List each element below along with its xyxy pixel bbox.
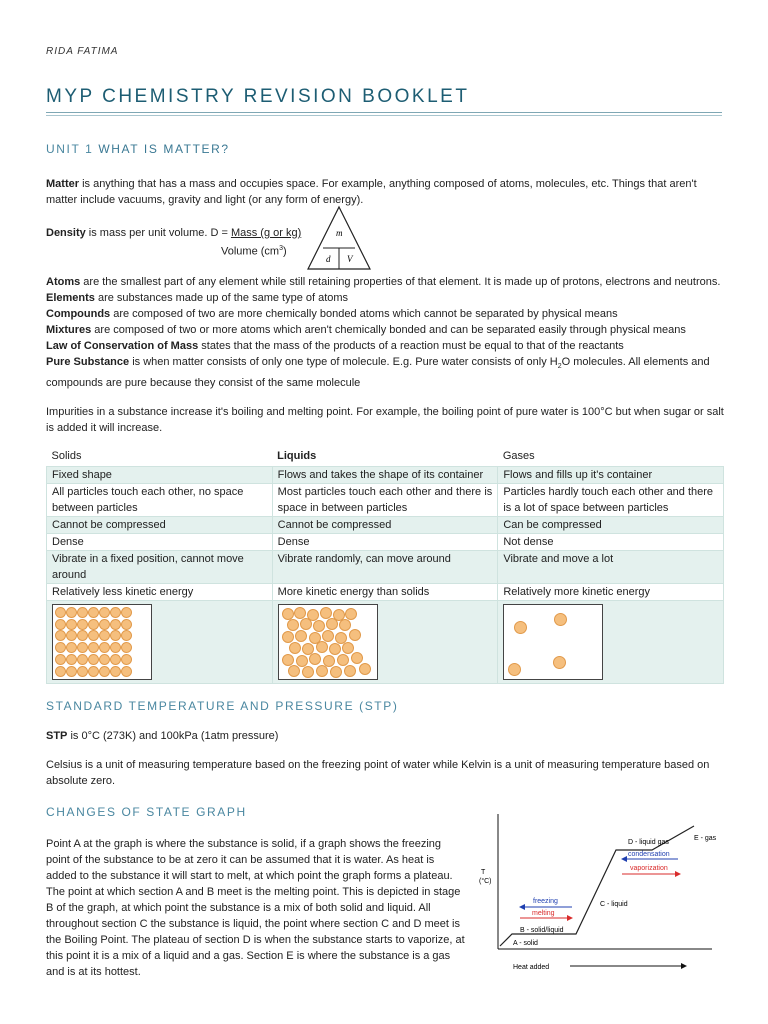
table-cell: Dense (47, 534, 273, 551)
particle (99, 642, 110, 653)
particle (99, 654, 110, 665)
definition-term: Atoms (46, 276, 81, 288)
table-cell: Cannot be compressed (47, 517, 273, 534)
matter-term: Matter (46, 178, 80, 190)
table-header-solids: Solids (47, 446, 273, 467)
stp-heading: STANDARD TEMPERATURE AND PRESSURE (STP) (46, 699, 399, 713)
particle (329, 643, 341, 655)
changes-paragraph: Point A at the graph is where the substance is solid, if a graph shows the freezing point of the substance to be at zero it can be assumed that it is water. As heat is added to the substance it will start to melt, at which point the graph forms a plateau. The point at which section A and B meet is the melting point. This is depicted in stage B of the graph, at which point the substance is a mix of both solid and liquid. All throughout section C the substance is liquid, the point where section C and D meet is the Boiling Point. The plateau of section D is when the substance starts to vaporize, at this point it is a mix of a liquid and a gas. Section E is where the substance is a gas and is at its hottest. (46, 838, 465, 978)
stp-text: is 0°C (273K) and 100kPa (1atm pressure) (67, 730, 279, 742)
particle (66, 654, 77, 665)
title-divider (46, 112, 722, 113)
y-label-unit: (°C) (479, 878, 492, 885)
density-triangle (306, 205, 372, 271)
particle (316, 665, 328, 677)
table-cell: All particles touch each other, no space between particles (47, 484, 273, 517)
table-row (47, 467, 724, 484)
particle (508, 663, 521, 676)
gas-particle-diagram (503, 604, 603, 680)
stp-definition (46, 728, 724, 744)
triangle-density: d (326, 254, 331, 264)
density-numerator: Mass (g or kg) (230, 227, 302, 239)
particle (88, 619, 99, 630)
particle (121, 630, 132, 641)
table-cell: Most particles touch each other and there is space in between particles (272, 484, 498, 517)
density-denominator-close: ) (282, 245, 287, 258)
particle (289, 642, 301, 654)
particle (77, 654, 88, 665)
states-table (46, 446, 724, 684)
particle (66, 642, 77, 653)
triangle-mass: m (336, 228, 343, 238)
table-cell: Fixed shape (47, 467, 273, 484)
particle (295, 630, 307, 642)
triangle-volume: V (347, 254, 353, 264)
particle (554, 613, 567, 626)
particle (339, 619, 351, 631)
liquid-particle-diagram (278, 604, 378, 680)
definition-conservation (46, 338, 724, 354)
particle (77, 666, 88, 677)
particle (344, 665, 356, 677)
particle (77, 630, 88, 641)
particle-cell-liquid (272, 601, 498, 684)
table-row (47, 551, 724, 584)
particle-cell-gas (498, 601, 724, 684)
particle (55, 666, 66, 677)
particle (88, 666, 99, 677)
particle (313, 620, 325, 632)
particle (330, 666, 342, 678)
particle (326, 618, 338, 630)
definition-text: states that the mass of the products of a reaction must be equal to that of the reactants (198, 340, 624, 352)
table-cell: Relatively less kinetic energy (47, 584, 273, 601)
definition-elements (46, 290, 724, 306)
page-title: MYP CHEMISTRY REVISION BOOKLET (46, 86, 470, 107)
particle (99, 630, 110, 641)
particle (514, 621, 527, 634)
particle (337, 654, 349, 666)
table-cell: Particles hardly touch each other and there is a lot of space between particles (498, 484, 724, 517)
particle (110, 630, 121, 641)
definition-mixtures (46, 322, 724, 338)
particle (55, 607, 66, 618)
definition-text: are the smallest part of any element while still retaining properties of that element. It is made up of protons, electrons and neutrons. (80, 276, 721, 288)
definition-text: are composed of two are more chemically bonded atoms which cannot be separated by physical means (110, 308, 618, 320)
particle (121, 607, 132, 618)
label-melting: melting (532, 910, 555, 917)
definitions-list (46, 274, 724, 391)
matter-text: is anything that has a mass and occupies space. For example, anything composed of atoms, molecules, etc. Things that aren't matter include vacuums, gravity and light (or any form of energy). (46, 178, 697, 206)
stp-term: STP (46, 730, 68, 742)
table-cell: Flows and fills up it's container (498, 467, 724, 484)
density-denominator-text: Volume (cm (221, 245, 280, 258)
table-cell: Relatively more kinetic energy (498, 584, 724, 601)
particle (121, 666, 132, 677)
definition-term: Mixtures (46, 324, 92, 336)
definition-term: Elements (46, 292, 95, 304)
particle (110, 642, 121, 653)
particle (110, 654, 121, 665)
table-cell: More kinetic energy than solids (272, 584, 498, 601)
table-cell: Vibrate in a fixed position, cannot move around (47, 551, 273, 584)
table-row (47, 534, 724, 551)
table-header-row (47, 446, 724, 467)
density-term: Density (46, 227, 86, 239)
definition-text: is when matter consists of only one type of molecule. E.g. Pure water consists of only H (129, 356, 558, 368)
label-a-solid: A - solid (513, 940, 538, 947)
particle (351, 652, 363, 664)
definition-atoms (46, 274, 724, 290)
particle (553, 656, 566, 669)
unit-name: WHAT IS MATTER? (98, 142, 230, 156)
particle (77, 607, 88, 618)
definition-term: Compounds (46, 308, 111, 320)
particle (55, 630, 66, 641)
particle (77, 619, 88, 630)
definition-text: are composed of two or more atoms which aren't chemically bonded and can be separated easily through physical means (91, 324, 686, 336)
particle (316, 641, 328, 653)
particle-cell-solid (47, 601, 273, 684)
definition-pure-substance (46, 354, 724, 391)
x-axis-label: Heat added (513, 964, 550, 971)
density-text: is mass per unit volume. D = (85, 227, 231, 239)
particle (99, 607, 110, 618)
subscript: 2 (557, 363, 562, 371)
particle (300, 618, 312, 630)
definition-compounds (46, 306, 724, 322)
particle (110, 607, 121, 618)
density-denominator-sup: 3 (279, 245, 283, 252)
particle (110, 619, 121, 630)
solid-particle-diagram (52, 604, 152, 680)
definition-text: are substances made up of the same type of atoms (94, 292, 349, 304)
y-label-t: T (481, 869, 486, 876)
changes-heading: CHANGES OF STATE GRAPH (46, 805, 247, 819)
particle (99, 666, 110, 677)
celsius-kelvin-paragraph: Celsius is a unit of measuring temperature based on the freezing point of water while Kelvin is a unit of measuring temperature based on absolute zero. (46, 759, 710, 787)
particle (99, 619, 110, 630)
label-b-solid-liquid: B - solid/liquid (520, 927, 564, 934)
particle (302, 666, 314, 678)
particle (55, 642, 66, 653)
particle (88, 607, 99, 618)
label-freezing: freezing (533, 898, 558, 905)
label-d-liquid-gas: D - liquid gas (628, 839, 669, 846)
definition-term: Law of Conservation of Mass (46, 340, 199, 352)
particle (342, 642, 354, 654)
particle (359, 663, 371, 675)
particle (282, 631, 294, 643)
particle (349, 629, 361, 641)
particle (66, 619, 77, 630)
density-definition (46, 225, 306, 241)
particle (55, 619, 66, 630)
particle (121, 642, 132, 653)
author-name: RIDA FATIMA (46, 46, 119, 57)
table-row (47, 584, 724, 601)
table-cell: Can be compressed (498, 517, 724, 534)
heating-curve-graph (476, 806, 722, 974)
particle (121, 619, 132, 630)
particle (309, 653, 321, 665)
table-row (47, 517, 724, 534)
table-header-liquids: Liquids (272, 446, 498, 467)
particle (110, 666, 121, 677)
particle (121, 654, 132, 665)
table-cell: Dense (272, 534, 498, 551)
unit-prefix: UNIT 1 (46, 142, 94, 156)
impurities-paragraph: Impurities in a substance increase it's boiling and melting point. For example, the boiling point of pure water is 100°C but when sugar or salt is added it will increase. (46, 406, 724, 434)
particle (288, 665, 300, 677)
definition-term: Pure Substance (46, 356, 130, 368)
particle-diagram-row (47, 601, 724, 684)
particle (88, 654, 99, 665)
table-cell: Vibrate and move a lot (498, 551, 724, 584)
particle (287, 619, 299, 631)
label-condensation: condensation (628, 851, 670, 858)
definition-text: O molecules. All elements and compounds are pure because they consist of the same molecule (46, 356, 710, 390)
matter-definition (46, 176, 724, 208)
particle (66, 607, 77, 618)
particle (88, 642, 99, 653)
title-divider-secondary (46, 115, 722, 116)
unit-heading (46, 142, 230, 156)
table-cell: Vibrate randomly, can move around (272, 551, 498, 584)
label-c-liquid: C - liquid (600, 901, 628, 908)
particle (55, 654, 66, 665)
particle (77, 642, 88, 653)
particle (88, 630, 99, 641)
table-header-gases: Gases (498, 446, 724, 467)
table-cell: Not dense (498, 534, 724, 551)
particle (66, 666, 77, 677)
label-e-gas: E - gas (694, 835, 717, 842)
table-cell: Flows and takes the shape of its container (272, 467, 498, 484)
label-vaporization: vaporization (630, 865, 668, 872)
particle (66, 630, 77, 641)
table-cell: Cannot be compressed (272, 517, 498, 534)
table-row (47, 484, 724, 517)
